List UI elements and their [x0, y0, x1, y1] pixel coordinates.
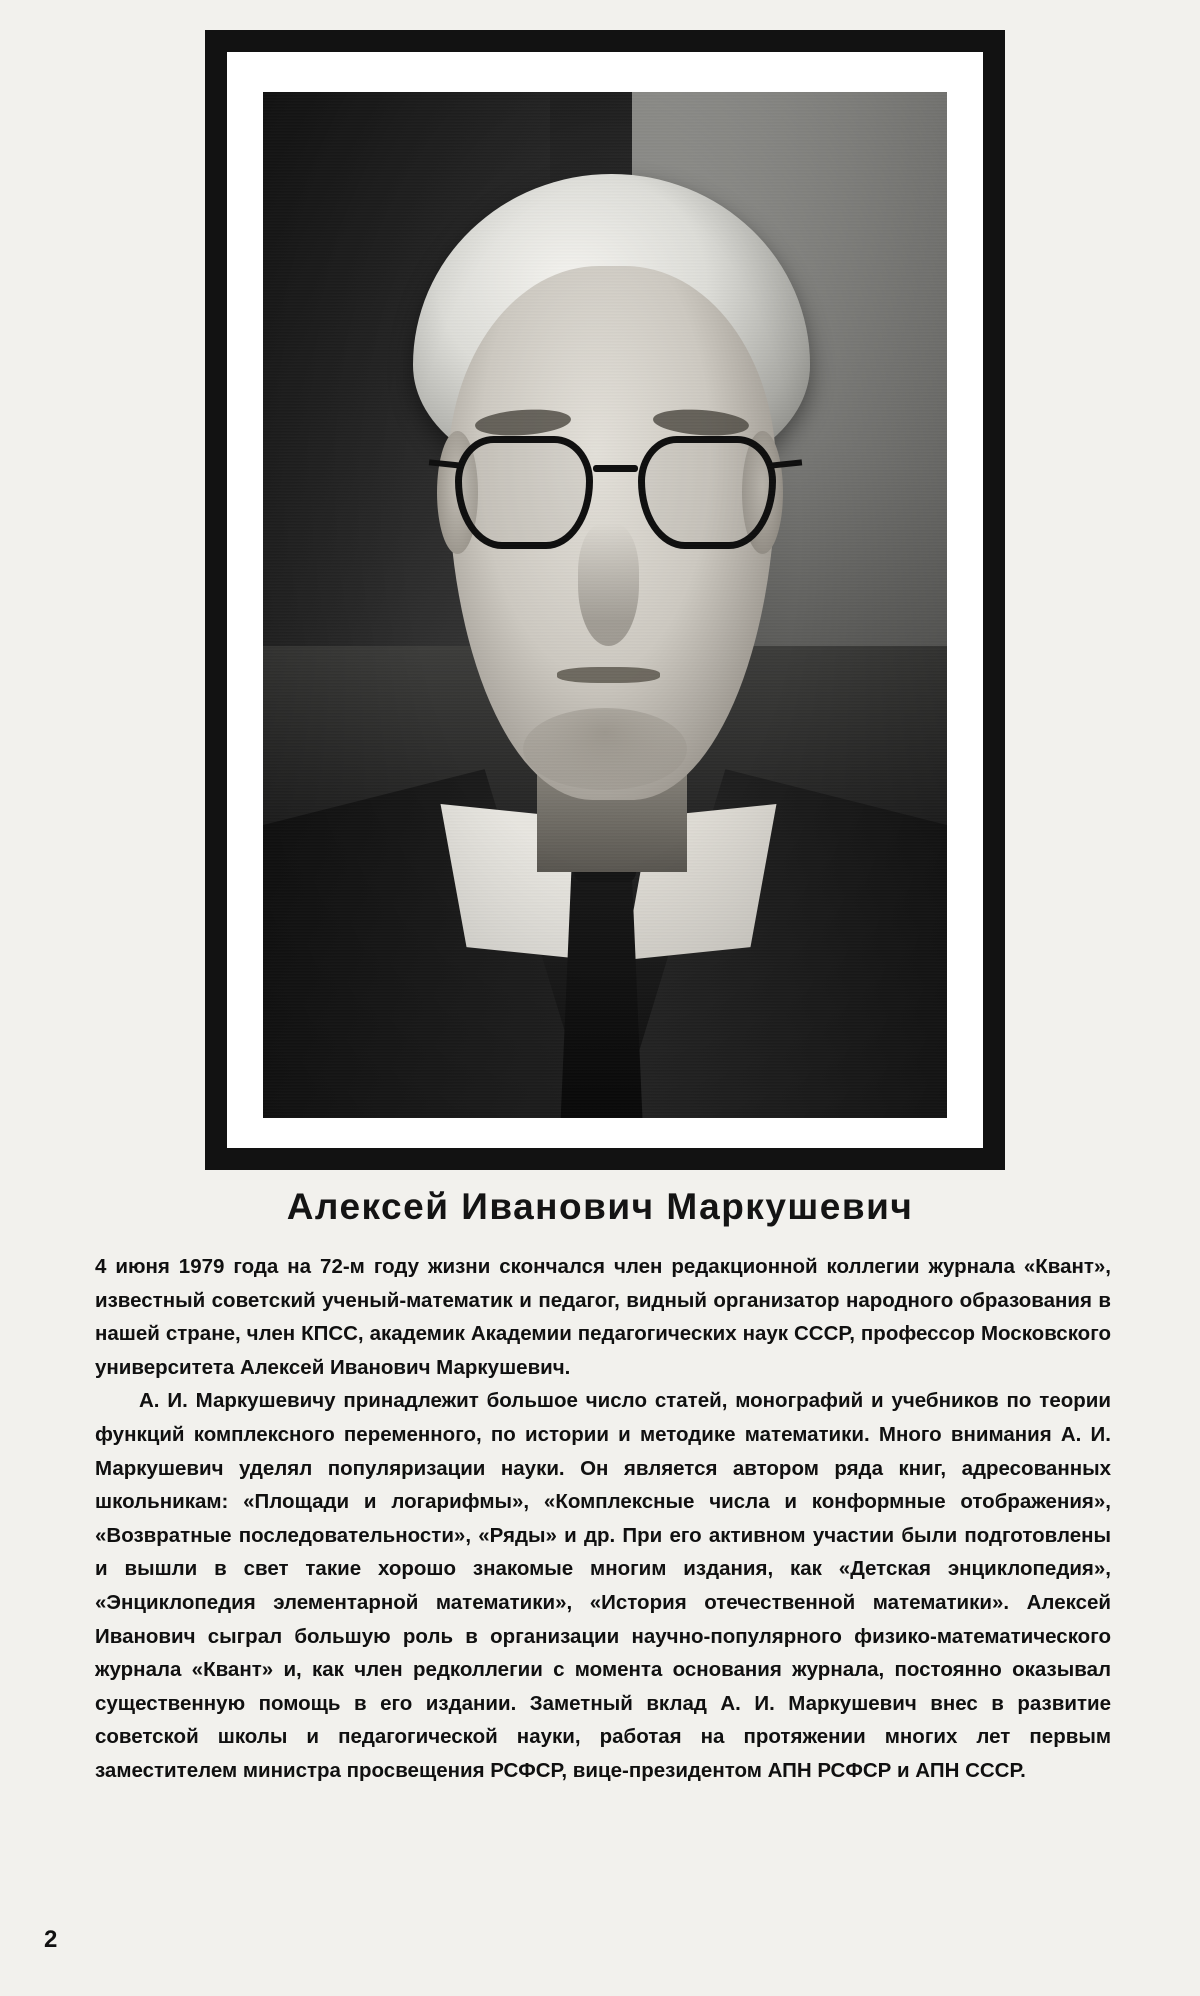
- portrait-image: [263, 92, 947, 1118]
- photo-grain: [263, 92, 947, 1118]
- paragraph-1: 4 июня 1979 года на 72-м году жизни скончался член редакционной коллегии журнала «Квант», известный советский ученый-математик и педагог, видный организатор народного образования в нашей стране, член КПСС, академик Академии педагогических наук СССР, профессор Московского университета Алексей Иванович Маркушевич.: [95, 1255, 1111, 1379]
- paragraph-2: А. И. Маркушевичу принадлежит большое число статей, монографий и учебников по теории функций комплексного переменного, по истории и методике математики. Много внимания А. И. Маркушевич уделял популяризации науки. Он является автором ряда книг, адресованных школьникам: «Площади и логарифмы», «Комплексные числа и конформные отображения», «Возвратные последовательности», «Ряды» и др. При его активном участии были подготовлены и вышли в свет такие хорошо знакомые многим издания, как «Детская энциклопедия», «Энциклопедия элементарной математики», «История отечественной математики». Алексей Иванович сыграл большую роль в организации научно-популярного физико-математического журнала «Квант» и, как член редколлегии с момента основания журнала, постоянно оказывал существенную помощь в его издании. Заметный вклад А. И. Маркушевич внес в развитие советской школы и педагогической науки, работая на протяжении многих лет первым заместителем министра просвещения РСФСР, вице-президентом АПН РСФСР и АПН СССР.: [95, 1389, 1111, 1782]
- portrait-figure: [205, 30, 1005, 1170]
- page-title: Алексей Иванович Маркушевич: [286, 1186, 914, 1227]
- page-number: 2: [44, 1926, 58, 1953]
- portrait-frame: [205, 30, 1005, 1170]
- article-body: [95, 1250, 1111, 1788]
- photo-icon: [263, 92, 947, 1118]
